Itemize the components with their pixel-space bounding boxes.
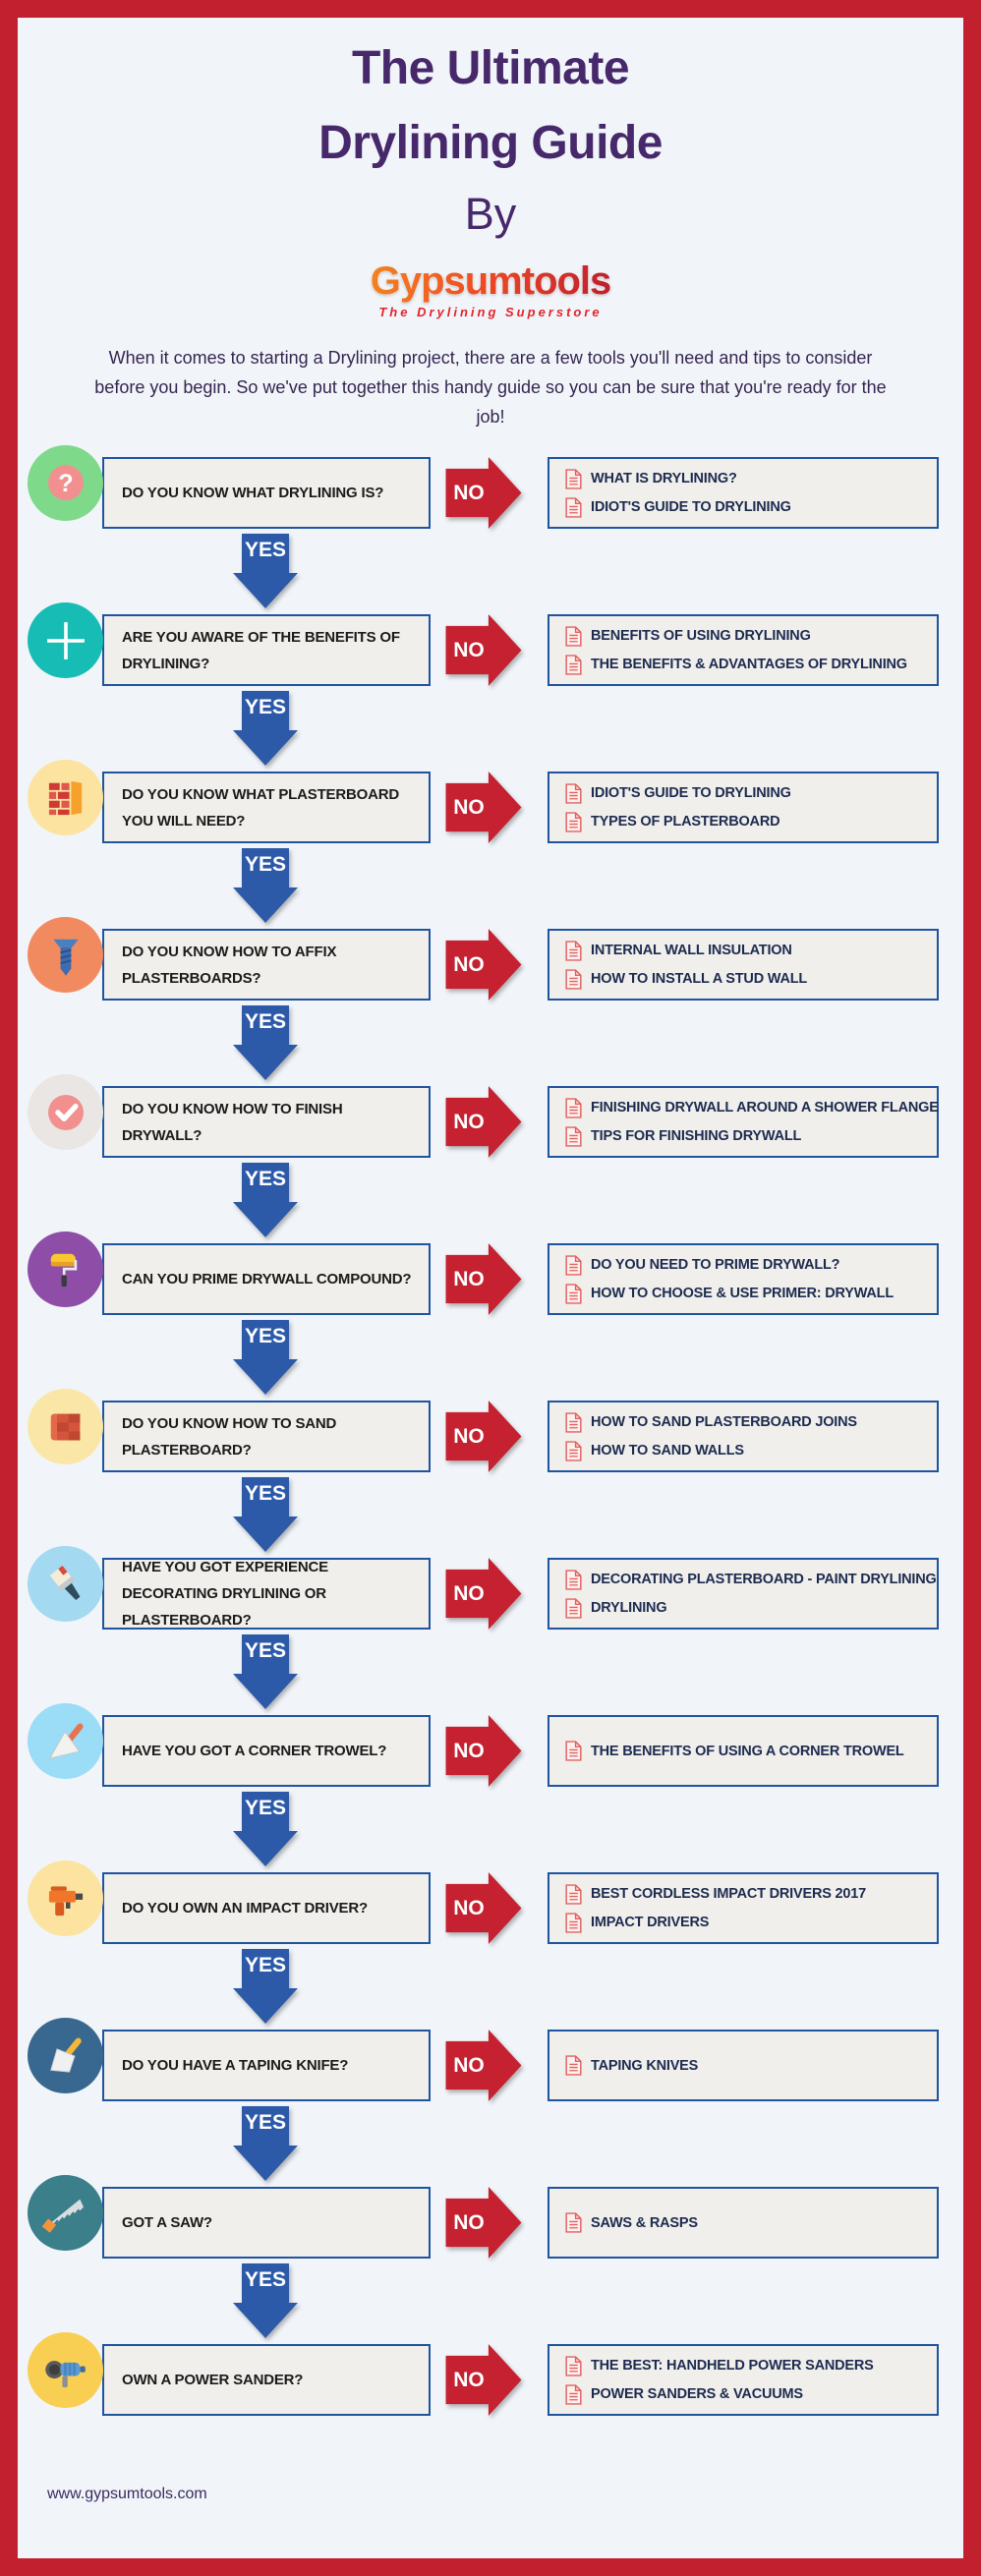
taping-knife-icon [39, 2030, 92, 2083]
answer-item [565, 2055, 929, 2076]
yes-connector [18, 2259, 963, 2344]
icon-circle [28, 1860, 103, 1936]
answer-item [565, 812, 929, 832]
answer-text: HOW TO SAND WALLS [591, 1443, 744, 1459]
document-icon [565, 783, 582, 804]
document-icon [565, 1126, 582, 1147]
document-icon [565, 1098, 582, 1118]
answer-text: TAPING KNIVES [591, 2057, 699, 2074]
answer-item [565, 1255, 929, 1276]
question-text: DO YOU KNOW HOW TO FINISH DRYWALL? [122, 1100, 343, 1144]
answer-item [565, 1598, 929, 1619]
paint-brush-icon [39, 1558, 92, 1611]
no-label: NO [453, 2368, 485, 2391]
answer-item [565, 1412, 929, 1433]
answer-text: THE BENEFITS OF USING A CORNER TROWEL [591, 1743, 904, 1759]
svg-text:?: ? [57, 469, 74, 497]
answer-box [548, 2344, 939, 2416]
answer-text: FINISHING DRYWALL AROUND A SHOWER FLANGE [591, 1100, 939, 1116]
question-box [102, 929, 431, 1001]
plus-icon [39, 614, 92, 667]
yes-label: YES [244, 1482, 287, 1505]
answer-text: THE BEST: HANDHELD POWER SANDERS [591, 2358, 874, 2374]
logo-tagline: The Drylining Superstore [378, 305, 603, 319]
answer-box [548, 1872, 939, 1944]
question-text: OWN A POWER SANDER? [122, 2372, 304, 2388]
checkmark-icon [39, 1086, 92, 1139]
question-text: DO YOU OWN AN IMPACT DRIVER? [122, 1900, 368, 1917]
flow-row [28, 2030, 963, 2101]
answer-text: BEST CORDLESS IMPACT DRIVERS 2017 [591, 1886, 866, 1902]
answer-item [565, 655, 929, 675]
no-label: NO [453, 1896, 485, 1919]
question-text: DO YOU KNOW WHAT PLASTERBOARD YOU WILL NEED? [122, 785, 399, 830]
flow-row [28, 614, 963, 686]
answer-box [548, 457, 939, 529]
icon-circle [28, 1074, 103, 1150]
flow-row [28, 1086, 963, 1158]
yes-connector [18, 1001, 963, 1086]
flow-row [28, 2187, 963, 2259]
yes-arrow [233, 1792, 298, 1866]
trowel-icon [39, 1715, 92, 1768]
intro-paragraph: When it comes to starting a Drylining project, there are a few tools you'll need and tips to consider before you begin. So we've put together this handy guide so you can be sure that you're ready for the job! [94, 348, 887, 427]
flowchart [18, 457, 963, 2416]
flow-row [28, 929, 963, 1001]
no-arrow [445, 1872, 522, 1944]
no-label: NO [453, 1267, 485, 1290]
no-arrow [445, 1243, 522, 1315]
flow-row [28, 2344, 963, 2416]
answer-box [548, 1558, 939, 1630]
yes-connector [18, 1787, 963, 1872]
document-icon [565, 1255, 582, 1276]
answer-text: BENEFITS OF USING DRYLINING [591, 628, 811, 644]
saw-icon [39, 2187, 92, 2240]
no-arrow [445, 1086, 522, 1158]
yes-label: YES [244, 2111, 287, 2134]
answer-text: THE BENEFITS & ADVANTAGES OF DRYLINING [591, 657, 907, 672]
question-text: HAVE YOU GOT EXPERIENCE DECORATING DRYLINING OR PLASTERBOARD? [122, 1559, 328, 1629]
no-label: NO [453, 2053, 485, 2077]
question-text: DO YOU KNOW WHAT DRYLINING IS? [122, 485, 384, 501]
flow-row [28, 1401, 963, 1472]
no-label: NO [453, 1110, 485, 1133]
question-text: DO YOU HAVE A TAPING KNIFE? [122, 2057, 349, 2074]
no-arrow [445, 614, 522, 686]
answer-text: DECORATING PLASTERBOARD - PAINT DRYLINING [591, 1572, 937, 1587]
question-text: DO YOU KNOW HOW TO AFFIX PLASTERBOARDS? [122, 943, 337, 987]
yes-arrow [233, 1477, 298, 1552]
answer-text: WHAT IS DRYLINING? [591, 471, 737, 487]
flow-row [28, 1872, 963, 1944]
answer-text: TIPS FOR FINISHING DRYWALL [591, 1128, 802, 1144]
flow-row [28, 457, 963, 529]
flow-row [28, 1715, 963, 1787]
document-icon [565, 655, 582, 675]
document-icon [565, 1598, 582, 1619]
answer-text: INTERNAL WALL INSULATION [591, 943, 792, 958]
answer-item [565, 2212, 929, 2233]
no-label: NO [453, 481, 485, 504]
document-icon [565, 1741, 582, 1761]
no-label: NO [453, 638, 485, 661]
yes-arrow [233, 1949, 298, 2024]
answer-item [565, 2356, 929, 2376]
answer-text: SAWS & RASPS [591, 2214, 698, 2231]
yes-arrow [233, 1005, 298, 1080]
answer-box [548, 929, 939, 1001]
question-box [102, 772, 431, 843]
flow-row [28, 1558, 963, 1630]
answer-item [565, 1284, 929, 1304]
icon-circle [28, 1703, 103, 1779]
question-box [102, 1243, 431, 1315]
answer-item [565, 1913, 929, 1933]
yes-connector [18, 1158, 963, 1243]
yes-connector [18, 1472, 963, 1558]
yes-label: YES [244, 1168, 287, 1190]
answer-text: IMPACT DRIVERS [591, 1915, 710, 1930]
no-label: NO [453, 2210, 485, 2234]
answer-item [565, 1884, 929, 1905]
title-line2: Drylining Guide [318, 117, 663, 169]
document-icon [565, 1441, 582, 1461]
no-arrow [445, 2187, 522, 2259]
icon-circle [28, 760, 103, 835]
no-arrow [445, 2030, 522, 2101]
answer-box [548, 614, 939, 686]
no-arrow [445, 772, 522, 843]
question-box [102, 614, 431, 686]
document-icon [565, 2384, 582, 2405]
answer-box [548, 1086, 939, 1158]
flow-row [28, 772, 963, 843]
answer-box [548, 1243, 939, 1315]
answer-text: DRYLINING [591, 1600, 667, 1616]
yes-connector [18, 2101, 963, 2187]
yes-label: YES [244, 853, 287, 876]
sandpaper-icon [39, 1401, 92, 1454]
no-arrow [445, 457, 522, 529]
no-label: NO [453, 795, 485, 819]
answer-item [565, 1098, 939, 1118]
answer-box [548, 1715, 939, 1787]
answer-item [565, 1441, 929, 1461]
brick-wall-icon [39, 772, 92, 825]
question-box [102, 1872, 431, 1944]
answer-item [565, 1126, 929, 1147]
yes-connector [18, 1630, 963, 1715]
question-mark-icon [39, 457, 92, 510]
question-text: HAVE YOU GOT A CORNER TROWEL? [122, 1743, 387, 1759]
yes-arrow [233, 848, 298, 923]
yes-arrow [233, 1634, 298, 1709]
paint-roller-icon [39, 1243, 92, 1296]
drill-icon [39, 1872, 92, 1925]
yes-arrow [233, 1163, 298, 1237]
answer-item [565, 1741, 929, 1761]
question-text: CAN YOU PRIME DRYWALL COMPOUND? [122, 1271, 412, 1288]
question-text: DO YOU KNOW HOW TO SAND PLASTERBOARD? [122, 1414, 337, 1459]
document-icon [565, 1913, 582, 1933]
answer-text: HOW TO INSTALL A STUD WALL [591, 971, 808, 987]
answer-item [565, 469, 929, 489]
icon-circle [28, 445, 103, 521]
flow-row [28, 1243, 963, 1315]
document-icon [565, 969, 582, 990]
answer-item [565, 2384, 929, 2405]
yes-label: YES [244, 1639, 287, 1662]
icon-circle [28, 1546, 103, 1622]
no-arrow [445, 1558, 522, 1630]
document-icon [565, 2356, 582, 2376]
icon-circle [28, 917, 103, 993]
answer-item [565, 626, 929, 647]
gypsumtools-logo [18, 259, 963, 304]
yes-connector [18, 1944, 963, 2030]
no-label: NO [453, 1739, 485, 1762]
question-box [102, 2344, 431, 2416]
icon-circle [28, 2175, 103, 2251]
screw-icon [39, 929, 92, 982]
answer-item [565, 941, 929, 961]
no-arrow [445, 929, 522, 1001]
yes-connector [18, 843, 963, 929]
yes-label: YES [244, 1325, 287, 1347]
yes-label: YES [244, 1797, 287, 1819]
answer-text: DO YOU NEED TO PRIME DRYWALL? [591, 1257, 840, 1273]
answer-item [565, 1570, 937, 1590]
question-text: GOT A SAW? [122, 2214, 212, 2231]
document-icon [565, 1284, 582, 1304]
answer-text: HOW TO SAND PLASTERBOARD JOINS [591, 1414, 857, 1430]
yes-label: YES [244, 2268, 287, 2291]
yes-arrow [233, 2106, 298, 2181]
no-arrow [445, 1715, 522, 1787]
icon-circle [28, 1389, 103, 1464]
answer-text: TYPES OF PLASTERBOARD [591, 814, 780, 830]
answer-text: POWER SANDERS & VACUUMS [591, 2386, 803, 2402]
question-box [102, 457, 431, 529]
yes-connector [18, 686, 963, 772]
title-line1: The Ultimate [351, 42, 630, 94]
answer-text: IDIOT'S GUIDE TO DRYLINING [591, 785, 791, 801]
question-text: ARE YOU AWARE OF THE BENEFITS OF DRYLINING? [122, 628, 400, 672]
no-label: NO [453, 1424, 485, 1448]
question-box [102, 1558, 431, 1630]
document-icon [565, 941, 582, 961]
icon-circle [28, 2018, 103, 2093]
answer-text: HOW TO CHOOSE & USE PRIMER: DRYWALL [591, 1286, 894, 1301]
no-label: NO [453, 1581, 485, 1605]
document-icon [565, 1884, 582, 1905]
document-icon [565, 497, 582, 518]
yes-label: YES [244, 1010, 287, 1033]
no-label: NO [453, 952, 485, 976]
byline: By [464, 189, 517, 239]
answer-box [548, 772, 939, 843]
document-icon [565, 1412, 582, 1433]
logo-wordmark: Gypsumtools [370, 259, 611, 303]
yes-connector [18, 529, 963, 614]
document-icon [565, 626, 582, 647]
document-icon [565, 469, 582, 489]
question-box [102, 1715, 431, 1787]
no-arrow [445, 2344, 522, 2416]
yes-arrow [233, 534, 298, 608]
question-box [102, 2030, 431, 2101]
footer-website: www.gypsumtools.com [47, 2486, 207, 2502]
document-icon [565, 1570, 582, 1590]
answer-box [548, 2030, 939, 2101]
icon-circle [28, 2332, 103, 2408]
answer-box [548, 1401, 939, 1472]
answer-item [565, 497, 929, 518]
document-icon [565, 2212, 582, 2233]
no-arrow [445, 1401, 522, 1472]
yes-label: YES [244, 696, 287, 718]
answer-item [565, 783, 929, 804]
document-icon [565, 812, 582, 832]
power-sander-icon [39, 2344, 92, 2397]
yes-arrow [233, 691, 298, 766]
answer-box [548, 2187, 939, 2259]
answer-item [565, 969, 929, 990]
yes-label: YES [244, 1954, 287, 1976]
question-box [102, 1086, 431, 1158]
yes-connector [18, 1315, 963, 1401]
yes-label: YES [244, 539, 287, 561]
yes-arrow [233, 2263, 298, 2338]
document-icon [565, 2055, 582, 2076]
icon-circle [28, 1231, 103, 1307]
question-box [102, 1401, 431, 1472]
icon-circle [28, 602, 103, 678]
answer-text: IDIOT'S GUIDE TO DRYLINING [591, 499, 791, 515]
yes-arrow [233, 1320, 298, 1395]
page-title [18, 31, 963, 181]
question-box [102, 2187, 431, 2259]
